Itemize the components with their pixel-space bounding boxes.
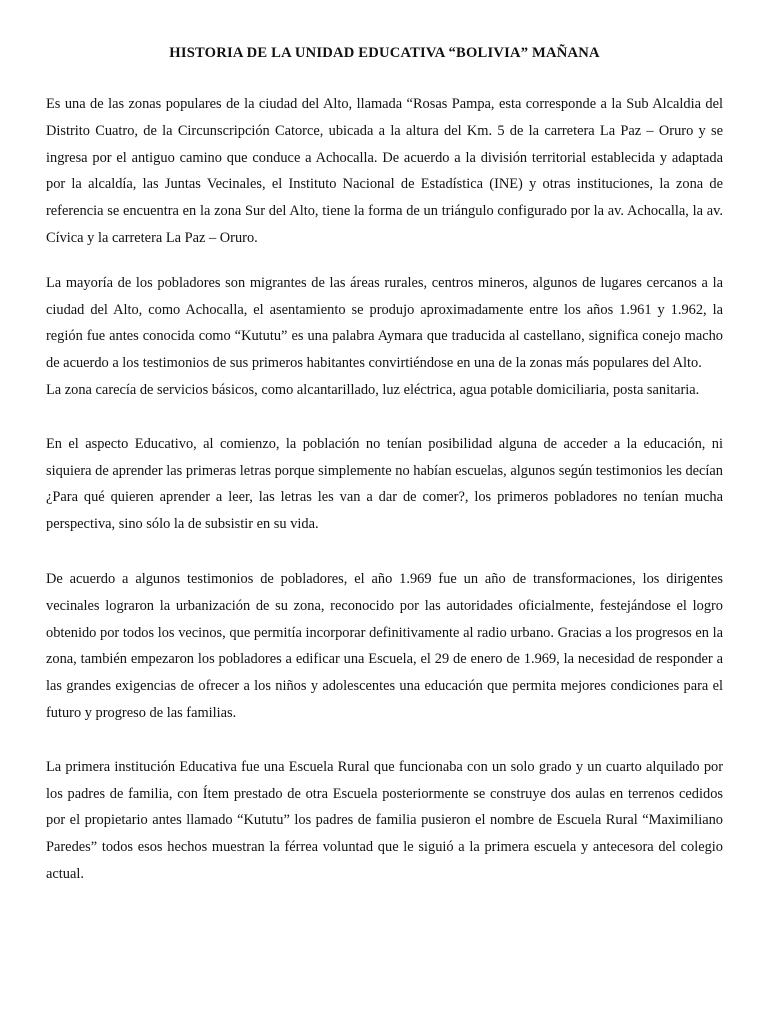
paragraph-location: Es una de las zonas populares de la ciudad del Alto, llamada “Rosas Pampa, esta corresponde a la Sub Alcaldia del Distrito Cuatro, de la Circunscripción Catorce, ubicada a la altura del Km. 5 de la carretera La Paz – Oruro y se ingresa por el antiguo camino que conduce a Achocalla. De acuerdo a la división territorial establecida y adaptada por la alcaldía, las Juntas Vecinales, el Instituto Nacional de Estadística (INE) y otras instituciones, la zona de referencia se encuentra en la zona Sur del Alto, tiene la forma de un triángulo configurado por la av. Achocalla, la av. Cívica y la carretera La Paz – Oruro. — [46, 96, 723, 246]
paragraph-first-school: La primera institución Educativa fue una Escuela Rural que funcionaba con un solo grado y un cuarto alquilado por los padres de familia, con Ítem prestado de otra Escuela posteriormente se construye dos aulas en terrenos cedidos por el propietario antes llamado “Kututu” los padres de familia pusieron el nombre de Escuela Rural “Maximiliano Paredes” todos esos hechos muestran la férrea voluntad que le siguió a la primera escuela y antecesora del colegio actual. — [46, 758, 723, 882]
paragraph-population: La mayoría de los pobladores son migrantes de las áreas rurales, centros mineros, algunos de lugares cercanos a la ciudad del Alto, como Achocalla, el asentamiento se produjo aproximadamente entre los años 1.961 y 1.962, la región fue antes conocida como “Kututu” es una palabra Aymara que traducida al castellano, significa conejo macho de acuerdo a los testimonios de sus primeros habitantes convirtiéndose en una de la zonas más populares del Alto. — [46, 274, 723, 372]
paragraph-education: En el aspecto Educativo, al comienzo, la población no tenían posibilidad alguna de acceder a la educación, ni siquiera de aprender las primeras letras porque simplemente no habían escuelas, algunos según testimonios les decían ¿Para qué quieren aprender a leer, las letras les van a dar de comer?, los primeros pobladores no tenían mucha perspectiva, sino sólo la de subsistir en su vida. — [46, 435, 723, 533]
paragraph-urbanization: De acuerdo a algunos testimonios de pobladores, el año 1.969 fue un año de transformaciones, los dirigentes vecinales lograron la urbanización de su zona, reconocido por las autoridades oficialmente, festejándose el logro obtenido por todos los vecinos, que permitía incorporar definitivamente al radio urbano. Gracias a los progresos en la zona, también empezaron los pobladores a edificar una Escuela, el 29 de enero de 1.969, la necesidad de responder a las grandes exigencias de ofrecer a los niños y adolescentes una educación que permita mejores condiciones para el futuro y progreso de las familias. — [46, 570, 723, 721]
page-title: HISTORIA DE LA UNIDAD EDUCATIVA “BOLIVIA” MAÑANA — [169, 45, 600, 61]
paragraph-services: La zona carecía de servicios básicos, como alcantarillado, luz eléctrica, agua potable domiciliaria, posta sanitaria. — [46, 381, 700, 398]
